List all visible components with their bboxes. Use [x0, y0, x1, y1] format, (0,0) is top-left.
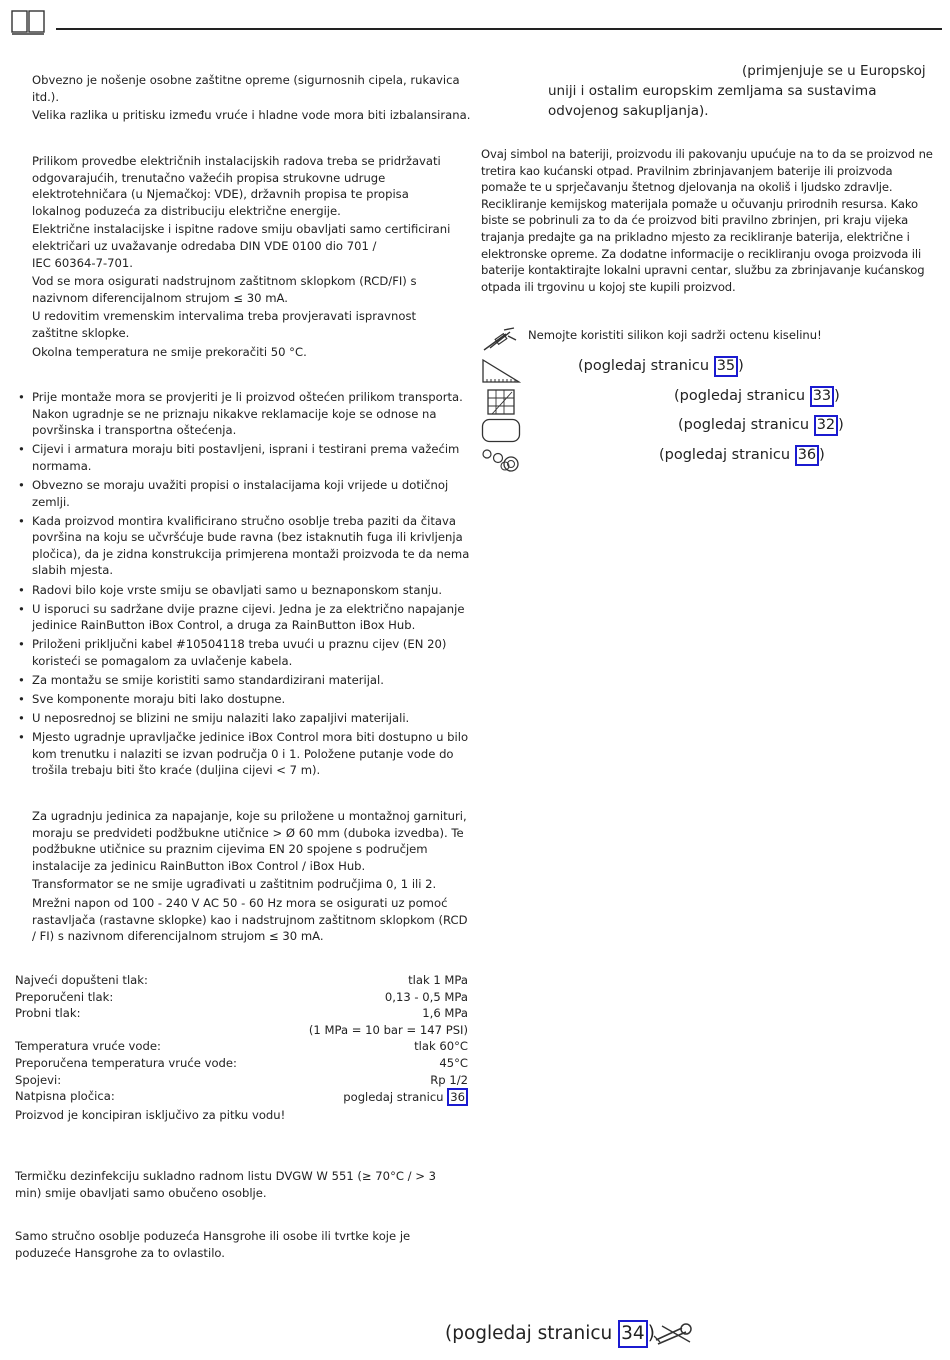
ref-line-35: [578, 356, 744, 377]
spec-row: [15, 1005, 468, 1022]
safety-text-2: Velika razlika u pritisku između vruće i hladne vode mora biti izbalansirana.: [32, 108, 471, 123]
book-icon: [10, 6, 46, 36]
rounded-panel-icon: [481, 418, 521, 444]
list-item: • Prije montaže mora se provjeriti je li proizvod oštećen prilikom transporta. Nakon ugradnje se ne priznaju nikakve reklamacije koje se odnose na površinska i transportna oštećenja.: [15, 389, 470, 439]
spec-row: [15, 1038, 468, 1055]
service-text: Samo stručno osoblje poduzeća Hansgrohe ili osobe ili tvrtke koje je poduzeće Hansgrohe za to ovlastilo.: [15, 1229, 411, 1260]
ref-prefix: (pogledaj stranicu: [678, 417, 810, 433]
page-link-32[interactable]: 32: [814, 415, 838, 436]
list-item: • U neposrednoj se blizini ne smiju nalaziti lako zapaljivi materijali.: [15, 710, 470, 727]
electrical-text-4: U redovitim vremenskim intervalima treba provjeravati ispravnost zaštitne sklopke.: [32, 309, 417, 340]
spec-row: [15, 972, 468, 989]
list-item: • Priloženi priključni kabel #10504118 treba uvući u praznu cijev (EN 20) koristeći se pomagalom za uvlačenje kabela.: [15, 636, 470, 669]
header-rule: [56, 28, 942, 30]
spec-value: tlak 60°C: [414, 1039, 468, 1054]
ref-suffix: ): [647, 1323, 655, 1344]
spec-row: [15, 989, 468, 1006]
spec-label: Preporučeni tlak:: [15, 989, 114, 1004]
electrical-text-2b: IEC 60364-7-701.: [32, 255, 133, 270]
power-section: [32, 808, 472, 947]
list-item: • Sve komponente moraju biti lako dostupne.: [15, 691, 470, 708]
wrench-icon: [652, 1322, 694, 1348]
ref-suffix: ): [834, 388, 840, 404]
page-link-34[interactable]: 34: [618, 1320, 648, 1348]
spec-value: 0,13 - 0,5 MPa: [384, 989, 468, 1004]
spec-note: Proizvod je koncipiran isključivo za pitku vodu!: [15, 1108, 286, 1123]
spec-row: [15, 1072, 468, 1089]
electrical-text-2: Električne instalacijske i ispitne radove smiju obavljati samo certificirani električari uz uvažavanje odredaba DIN VDE 0100 dio 701 /: [32, 222, 451, 253]
list-item: • U isporuci su sadržane dvije prazne cijevi. Jedna je za električno napajanje jedinice RainButton iBox Control, a druga za RainButton iBox Hub.: [15, 601, 470, 634]
spec-value: 1,6 MPa: [422, 1006, 468, 1021]
silicone-gun-icon: [482, 326, 518, 354]
spec-label: Temperatura vruće vode:: [15, 1039, 161, 1054]
list-item: • Radovi bilo koje vrste smiju se obavljati samo u beznaponskom stanju.: [15, 582, 470, 599]
disposal-text: Ovaj simbol na bateriji, proizvodu ili pakovanju upućuje na to da se proizvod ne tretira kao kućanski otpad. Pravilnim zbrinjavanjem baterije ili proizvoda pomaže te u sprječavanju štetnog djelovanja na okoliš i ljudsko zdravlje. Recikliranje kemijskog materijala pomaže u očuvanju prirodnih resursa. Kako biste se pobrinuli za to da će proizvod biti pravilno zbrinjen, pri kraju vijeka trajanja predajte ga na prikladno mjesto za recikliranje baterija, električne i elektronske opreme. Za dodatne informacije o recikliranju ovoga proizvoda ili baterije kontaktirajte lokalni upravni centar, službu za zbrinjavanje kućanskog otpada ili trgovinu u kojoj ste kupili proizvod.: [481, 147, 933, 294]
list-item: • Kada proizvod montira kvalificirano stručno osoblje treba paziti da čitava površina na koju se učvršćuje bude ravna (bez istaknutih fuga ili krivljenja pločica), da je zidna konstrukcija primjerena montaži proizvoda te da nema slabih mjesta.: [15, 513, 470, 579]
spec-label: Spojevi:: [15, 1072, 62, 1087]
spec-value: Rp 1/2: [430, 1072, 468, 1087]
ref-line-34: [445, 1320, 655, 1348]
dimension-drawing-icon: [486, 388, 516, 416]
electrical-text-3: Vod se mora osigurati nadstrujnom zaštitnom sklopkom (RCD/FI) s nazivnom diferencijalnom strujom ≤ 30 mA.: [32, 274, 417, 305]
ref-line-36: [659, 445, 825, 466]
power-text-3: Mrežni napon od 100 - 240 V AC 50 - 60 Hz mora se osigurati uz pomoć rastavljača (rastavne sklopke) kao i nadstrujnom zaštitnom sklopkom (RCD / FI) s nazivnom diferencijalnom strujom ≤ 30 mA.: [32, 895, 468, 944]
ref-prefix: (pogledaj stranicu: [578, 358, 710, 374]
page-link-36[interactable]: 36: [447, 1088, 468, 1106]
safety-text-1: Obvezno je nošenje osobne zaštitne opreme (sigurnosnih cipela, rukavica itd.).: [32, 73, 460, 104]
disposal-header-line-2: uniji i ostalim europskim zemljama sa sustavima odvojenog sakupljanja).: [548, 83, 877, 119]
list-item: • Cijevi i armatura moraju biti postavljeni, isprani i testirani prema važećim normama.: [15, 441, 470, 474]
plate-ref-text: pogledaj stranicu: [343, 1090, 444, 1105]
specs-table: [15, 972, 468, 1124]
spec-value: tlak 1 MPa: [408, 973, 468, 987]
spec-label: Preporučena temperatura vruće vode:: [15, 1055, 237, 1070]
page-link-33[interactable]: 33: [810, 386, 834, 407]
spec-value: 45°C: [439, 1055, 468, 1070]
ref-prefix: (pogledaj stranicu: [659, 447, 791, 463]
ref-suffix: ): [819, 447, 825, 463]
ref-suffix: ): [738, 358, 744, 374]
ruler-icon: [481, 358, 521, 386]
ref-prefix: (pogledaj stranicu: [674, 388, 806, 404]
disposal-header-line-1: (primjenjuje se u Europskoj: [742, 63, 926, 79]
ref-suffix: ): [838, 417, 844, 433]
electrical-text-5: Okolna temperatura ne smije prekoračiti 50 °C.: [32, 344, 307, 359]
safety-section: [32, 72, 472, 126]
spare-parts-icon: [481, 448, 521, 474]
disinfection-text: Termičku dezinfekciju sukladno radnom listu DVGW W 551 (≥ 70°C / > 3 min) smije obavljati samo obučeno osoblje.: [15, 1169, 437, 1200]
power-text-1: Za ugradnju jedinica za napajanje, koje su priložene u montažnoj garnituri, moraju se predvideti podžbukne utičnice > Ø 60 mm (duboka izvedba). Te podžbukne utičnice su praznim cijevima EN 20 spojene s područjem instalacije za jedinicu RainButton iBox Control / iBox Hub.: [32, 809, 467, 873]
silicone-warning: Nemojte koristiti silikon koji sadrži octenu kiselinu!: [528, 328, 822, 342]
list-item: • Za montažu se smije koristiti samo standardizirani materijal.: [15, 672, 470, 689]
spec-row: [15, 1055, 468, 1072]
electrical-section: [32, 153, 460, 362]
ref-line-32: [678, 415, 844, 436]
spec-value: (1 MPa = 10 bar = 147 PSI): [308, 1022, 468, 1037]
list-item: • Mjesto ugradnje upravljačke jedinice iBox Control mora biti dostupno u bilo kom trenutku i nalaziti se izvan područja 0 i 1. Položene putanje vode do trošila trebaju biti što kraće (duljina cijevi < 7 m).: [15, 729, 470, 779]
electrical-text-1: Prilikom provedbe električnih instalacijskih radova treba se pridržavati odgovarajućih, trenutačno važećih propisa strukovne udruge elektrotehničara (u Njemačkoj: VDE), državnih propisa te propisa lokalnog poduzeća za distribuciju električne energije.: [32, 154, 441, 218]
spec-row: [15, 1022, 468, 1039]
spec-label: Natpisna pločica:: [15, 1089, 115, 1104]
mounting-list: [15, 389, 470, 782]
page-link-36[interactable]: 36: [795, 445, 819, 466]
list-item: • Obvezno se moraju uvažiti propisi o instalacijama koji vrijede u dotičnoj zemlji.: [15, 477, 470, 510]
disposal-header: [548, 61, 940, 121]
spec-label: Probni tlak:: [15, 1006, 81, 1021]
spec-label: Najveći dopušteni tlak:: [15, 973, 148, 987]
power-text-2: Transformator se ne smije ugrađivati u zaštitnim područjima 0, 1 ili 2.: [32, 877, 437, 892]
ref-line-33: [674, 386, 840, 407]
page-link-35[interactable]: 35: [714, 356, 738, 377]
spec-value: [343, 1088, 468, 1106]
ref-prefix: (pogledaj stranicu: [445, 1323, 613, 1344]
spec-row-plate: [15, 1088, 468, 1107]
